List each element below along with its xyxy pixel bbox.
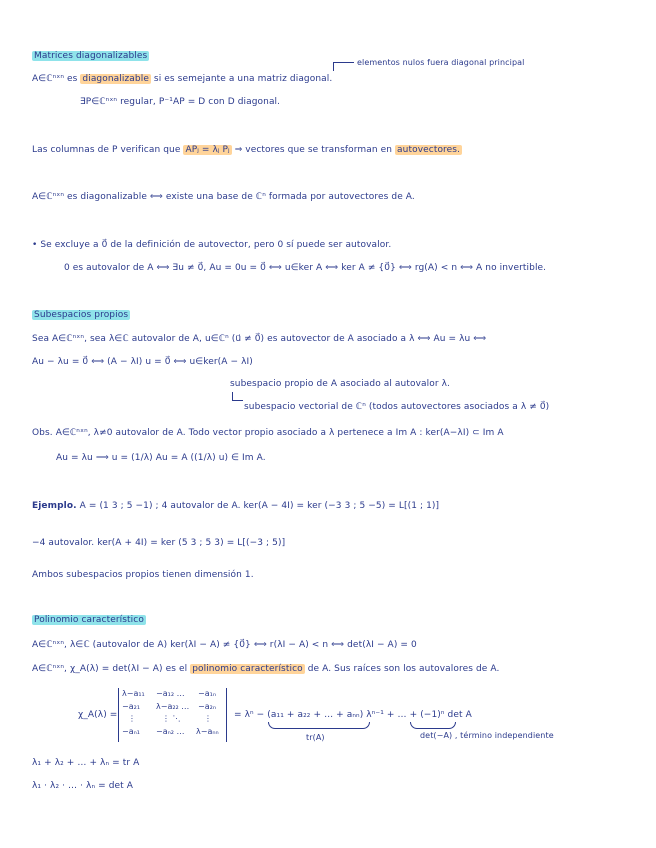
polynomial-expansion: = λⁿ − (a₁₁ + a₂₂ + … + aₙₙ) λⁿ⁻¹ + … + (−1)ⁿ det A	[234, 710, 472, 720]
matrix-cell: −a₂₁	[122, 702, 141, 711]
characteristic-condition-line: A∈ℂⁿˣⁿ, λ∈ℂ (autovalor de A) ker(λI − A) ≠ {0⃗} ⟺ r(λI − A) < n ⟺ det(λI − A) = 0	[32, 640, 417, 650]
exclusion-line: • Se excluye a 0⃗ de la definición de autovector, pero 0 sí puede ser autovalor.	[32, 240, 392, 250]
note-arrow	[333, 62, 354, 71]
matrix-cell: λ−a₁₁	[122, 689, 145, 698]
det-brace	[410, 722, 456, 729]
matrix-cell: −a₁ₙ	[198, 689, 216, 698]
trace-label: tr(A)	[306, 733, 325, 742]
section-title-subespacios	[32, 309, 130, 321]
matrix-cell: ⋮ ⋱	[162, 714, 181, 723]
subspace-line: subespacio vectorial de ℂⁿ (todos autovectores asociados a λ ≠ 0⃗)	[244, 402, 550, 412]
characteristic-def-line: A∈ℂⁿˣⁿ, χ_A(λ) = det(λI − A) es el polinomio característico de A. Sus raíces son los autovalores de A.	[32, 664, 500, 674]
diagonal-note: elementos nulos fuera diagonal principal	[357, 58, 525, 67]
matrix-cell: λ−a₂₂ …	[156, 702, 190, 711]
base-line: A∈ℂⁿˣⁿ es diagonalizable ⟺ existe una base de ℂⁿ formada por autovectores de A.	[32, 192, 415, 202]
matrix-cell: λ−aₙₙ	[196, 727, 219, 736]
definition-line: A∈ℂⁿˣⁿ es diagonalizable si es semejante a una matriz diagonal.	[32, 74, 333, 84]
example-label: Ejemplo.	[32, 501, 77, 511]
trace-brace	[268, 722, 370, 729]
matrix-cell: ⋮	[128, 714, 136, 723]
eigenspace-line: subespacio propio de A asociado al autovalor λ.	[230, 379, 450, 389]
example-line-3: Ambos subespacios propios tienen dimensión 1.	[32, 570, 254, 580]
diagonalizable-highlight: diagonalizable	[82, 74, 149, 84]
image-line: Au = λu ⟹ u = (1/λ) Au = A ((1/λ) u) ∈ Im A.	[56, 453, 266, 463]
product-eigenvalues-line: λ₁ · λ₂ · … · λₙ = det A	[32, 781, 133, 791]
det-bar-left	[118, 688, 119, 742]
kernel-line: Au − λu = 0⃗ ⟺ (A − λI) u = 0⃗ ⟺ u∈ker(A − λI)	[32, 357, 253, 367]
columns-line: Las columnas de P verifican que APⱼ = λⱼ Pⱼ ⇒ vectores que se transforman en autovectores.	[32, 145, 461, 155]
independent-term-note: det(−A) , término independiente	[420, 731, 554, 740]
matrix-cell: −a₂ₙ	[198, 702, 216, 711]
matrix-cell: −a₁₂ …	[156, 689, 185, 698]
polinomio-highlight: polinomio característico	[192, 664, 303, 674]
section-title-diagonalizable	[32, 50, 149, 62]
autovectores-highlight: autovectores.	[397, 145, 461, 155]
title-highlight: Subespacios propios	[34, 310, 129, 320]
title-highlight: Matrices diagonalizables	[34, 51, 148, 61]
eigenvector-def-line: Sea A∈ℂⁿˣⁿ, sea λ∈ℂ autovalor de A, u∈ℂⁿ (u⃗ ≠ 0⃗) es autovector de A asociado a λ ⟺ Au = λu ⟺	[32, 334, 487, 344]
chi-label: χ_A(λ) =	[78, 710, 118, 720]
example-line-2: −4 autovalor. ker(A + 4I) = ker (5 3 ; 5 3) = L[(−3 ; 5)]	[32, 538, 286, 548]
matrix-cell: −aₙ₁	[122, 727, 140, 736]
matrix-cell: ⋮	[204, 714, 212, 723]
title-highlight: Polinomio característico	[34, 615, 144, 625]
apj-highlight: APⱼ = λⱼ Pⱼ	[185, 145, 230, 155]
matrix-cell: −aₙ₂ …	[156, 727, 185, 736]
zero-eigenvalue-line: 0 es autovalor de A ⟺ ∃u ≠ 0⃗, Au = 0u = 0⃗ ⟺ u∈ker A ⟺ ker A ≠ {0⃗} ⟺ rg(A) < n ⟺ A no invertible.	[64, 263, 547, 273]
sum-eigenvalues-line: λ₁ + λ₂ + … + λₙ = tr A	[32, 758, 140, 768]
subspace-arrow	[232, 392, 243, 401]
det-bar-right	[226, 688, 227, 742]
section-title-polinomio	[32, 614, 146, 626]
regular-p-line: ∃P∈ℂⁿˣⁿ regular, P⁻¹AP = D con D diagonal.	[80, 97, 281, 107]
example-line-1: Ejemplo. A = (1 3 ; 5 −1) ; 4 autovalor de A. ker(A − 4I) = ker (−3 3 ; 5 −5) = L[(1 ; 1)]	[32, 501, 440, 511]
obs-line: Obs. A∈ℂⁿˣⁿ, λ≠0 autovalor de A. Todo vector propio asociado a λ pertenece a Im A : ker(A−λI) ⊂ Im A	[32, 428, 504, 438]
